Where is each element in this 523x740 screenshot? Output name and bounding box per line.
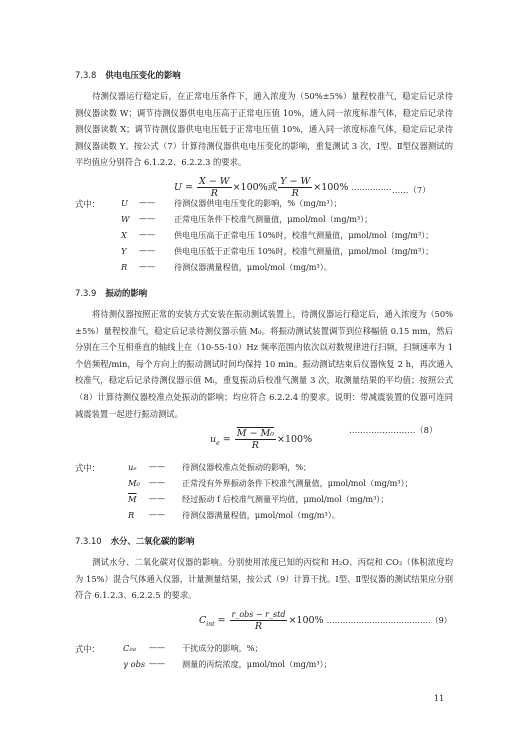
formula-7: U = $\frac{X - W}{R}$ ×100%或 $\frac{Y - W}{R}$ ×100% …………… (174, 176, 392, 199)
fraction: $\frac{\text{M − M₀}}{R}$ (236, 428, 274, 451)
section-heading-7-3-9: 7.3.9 振动的影响 (75, 288, 148, 298)
equation-number-7: ……（7） (392, 185, 431, 195)
document-page: 7.3.8 供电电压变化的影响 待测仪器运行稳定后，在正常电压条件下，通入浓度为（50%±5%）量程校准气，稳定后记录待测仪器读数 W；调节待测仪器供电电压高于正常电压值 10%，通入同一浓度标准气体，稳定后记录待测仪器读数 X；调节待测仪器供电电压低于正常电压值 10%，通入同一浓度标准气体，稳定后记录待测仪器读数 Y。按公式（7）计算待测仪器供电电压变化的影响，重复测试 3 次，Ⅰ型、Ⅱ型仪器测试的平均值应分别符合 6.1.2.2、6.2.2.3 的要求。 U = $\frac{X - W}{R}$ ×100%或 $\frac{Y - W}{R}$ ×100% …………… ……（7） 式中： U —— 待测仪器供电电压变化的影响，%（mg/m³）； W —— 正常电压条件下校准气测量值，μmol/mol（mg/m³）； X —— 供电电压高于正常电压 10%时，校准气测量值，μmol/mol（mg/m³）； Y —— 供电电压低于正常电压 10%时，校准气测量值，μmol/mol（mg/m³）； R —— 待测仪器满量程值，μmol/mol（mg/m³）。 7.3.9 振动的影响 将待测仪器按照正常的安装方式安装在振动测试装置上，待测仪器运行稳定后，通入浓度为（50%±5%）量程校准气，稳定后记录待测仪器示值 M₀。将振动测试装置调节到位移幅值 0.15 mm，然后分别在三个互相垂直的轴线上在（10-55-10）Hz 频率范围内依次以对数规律进行扫频，扫频速率为 1 个倍频程/min，每个方向上的振动测试时间均保持 10 min。振动测试结束后仪器恢复 2 h，再次通入校准气，稳定后记录待测仪器示值 Mᵢ，重复振动后校准气测量 3 次，取测量结果的平均值；按照公式（8）计算待测仪器校准点处振动的影响；均应符合 6.2.2.4 的要求。说明：带减震装置的仪器可连同减震装置一起进行振动测试。 $u_e$ = $\frac{\text{M − M₀}}{R}$ ×100% ……………………（8） 式中： uₑ —— 待测仪器校准点处振动的影响，%； M₀ —— 正常没有外界振动条件下校准气测量值，μmol/mol（mg/m³）； $\overline{M}$ —— 经过振动 f 后校准气测量平均值，μmol/mol（mg/m³）； R —— 待测仪器满量程值，μmol/mol（mg/m³）。 7.3.10 水分、二氧化碳的影响 测试水分、二氧化碳对仪器的影响。分别使用浓度已知的丙烷和 H₂O、丙烷和 CO₂（体积浓度均为 15%）混合气体通入仪器，计量测量结果，按公式（9）计算干扰。Ⅰ型、Ⅱ型仪器的测试结果应分别符合 6.1.2.3、6.2.2.5 的要求。 $C_{int}$ = $\frac{\text{r\_obs − r\_std}}{R}$ ×100% …………………………………（9） 式中： Cᵢₙₜ —— 干扰成分的影响，%； γ obs —— 测量的丙烷浓度，μmol/mol（mg/m³）； 11 (75, 70, 453, 703)
formula-8: $u_e$ = $\frac{\text{M − M₀}}{R}$ ×100% (210, 428, 313, 451)
formula-9: $C_{int}$ = $\frac{\text{r\_obs − r\_std}}{R}$ ×100% …………………………………（9） (199, 610, 452, 632)
page-number: 11 (434, 694, 445, 703)
fraction: $\frac{Y - W}{R}$ (280, 176, 311, 199)
paragraph-7-3-9: 将待测仪器按照正常的安装方式安装在振动测试装置上，待测仪器运行稳定后，通入浓度为（50%±5%）量程校准气，稳定后记录待测仪器示值 M₀。将振动测试装置调节到位移幅值 0.15 mm，然后分别在三个互相垂直的轴线上在（10-55-10）Hz 频率范围内依次以对数规律进行扫频，扫频速率为 1 个倍频程/min，每个方向上的振动测试时间均保持 10 min。振动测试结束后仪器恢复 2 h，再次通入校准气，稳定后记录待测仪器示值 Mᵢ，重复振动后校准气测量 3 次，取测量结果的平均值；按照公式（8）计算待测仪器校准点处振动的影响；均应符合 6.2.2.4 的要求。说明：带减震装置的仪器可连同减震装置一起进行振动测试。 (75, 309, 453, 419)
paragraph-7-3-10: 测试水分、二氧化碳对仪器的影响。分别使用浓度已知的丙烷和 H₂O、丙烷和 CO₂（体积浓度均为 15%）混合气体通入仪器，计量测量结果，按公式（9）计算干扰。Ⅰ型、Ⅱ型仪器的测试结果应分别符合 6.1.2.3、6.2.2.5 的要求。 (75, 557, 453, 601)
where-label: 式中： (75, 644, 100, 654)
where-label: 式中： (75, 463, 100, 473)
fraction: $\frac{X - W}{R}$ (199, 176, 230, 199)
where-label: 式中： (75, 199, 100, 209)
fraction: $\frac{\text{r\_obs − r\_std}}{R}$ (231, 610, 286, 632)
paragraph-7-3-8: 待测仪器运行稳定后，在正常电压条件下，通入浓度为（50%±5%）量程校准气，稳定后记录待测仪器读数 W；调节待测仪器供电电压高于正常电压值 10%，通入同一浓度标准气体，稳定后记录待测仪器读数 X；调节待测仪器供电电压低于正常电压值 10%，通入同一浓度标准气体，稳定后记录待测仪器读数 Y。按公式（7）计算待测仪器供电电压变化的影响，重复测试 3 次，Ⅰ型、Ⅱ型仪器测试的平均值应分别符合 6.1.2.2、6.2.2.3 的要求。 (75, 91, 453, 168)
equation-number-8: ……………………（8） (349, 425, 438, 435)
section-heading-7-3-10: 7.3.10 水分、二氧化碳的影响 (75, 536, 195, 546)
section-heading-7-3-8: 7.3.8 供电电压变化的影响 (75, 70, 181, 80)
